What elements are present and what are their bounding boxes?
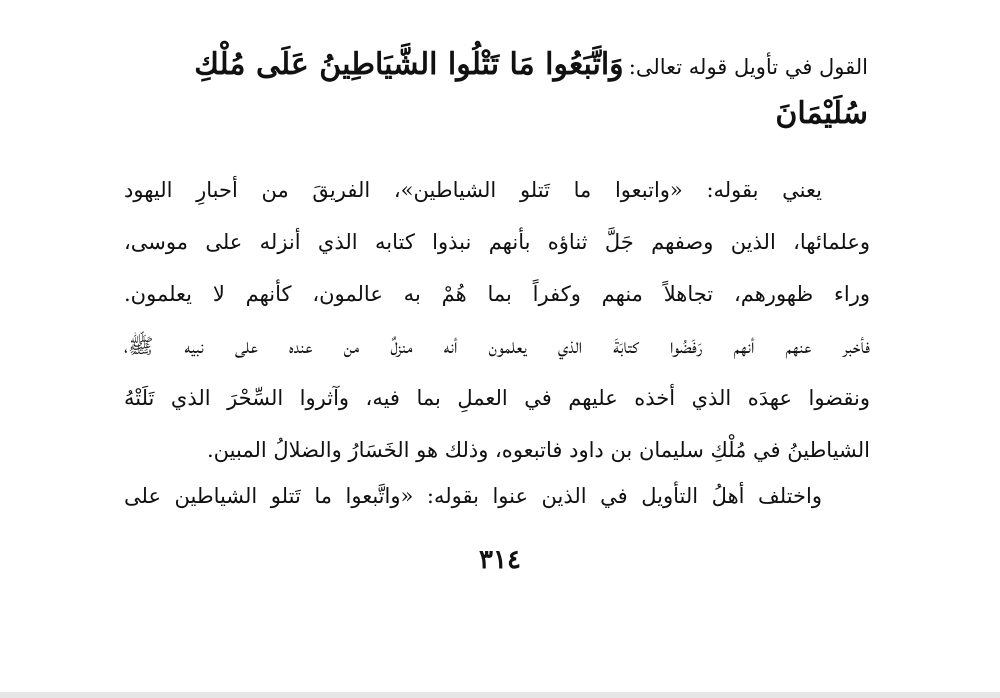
paragraph-1 (124, 164, 870, 476)
paragraph-line: فأخبر عنهم أنهم رَفَضُوا كتابَةَ الذي يعلمون أنه منزلٌ من عنده على نبيه ﷺ، (124, 334, 870, 358)
paragraph-line: وعلمائها، الذين وصفهم جَلَّ ثناؤه بأنهم نبذوا كتابه الذي أنزله على موسى، (124, 230, 870, 254)
page-number: ٣١٤ (479, 545, 521, 575)
paragraph-line: يعني بقوله: «واتبعوا ما تَتلو الشياطين»، الفريقَ من أحبارِ اليهود (124, 178, 822, 202)
heading-verse: وَاتَّبَعُوا مَا تَتْلُوا الشَّيَاطِينُ عَلَى مُلْكِ (194, 47, 624, 82)
paragraph-line: واختلف أهلُ التأويل في الذين عنوا بقوله: «واتَّبعوا ما تَتلو الشياطين على (124, 484, 822, 508)
paragraph-line: وراء ظهورهم، تجاهلاً منهم وكفراً بما هُمْ به عالمون، كأنهم لا يعلمون. (124, 282, 870, 306)
heading-verse-continuation: سُلَيْمَانَ (775, 96, 868, 131)
page-bottom-edge (0, 692, 1000, 698)
heading-intro: القول في تأويل قوله تعالى: (628, 55, 868, 79)
paragraph-line: ونقضوا عهدَه الذي أخذه عليهم في العملِ بما فيه، وآثروا السِّحْرَ الذي تَلَتْهُ (124, 386, 870, 410)
paragraph-line: الشياطينُ في مُلْكِ سليمان بن داود فاتبعوه، وذلك هو الخَسَارُ والضلالُ المبين. (207, 438, 870, 462)
section-heading (128, 40, 868, 94)
paragraph-2 (124, 470, 870, 522)
